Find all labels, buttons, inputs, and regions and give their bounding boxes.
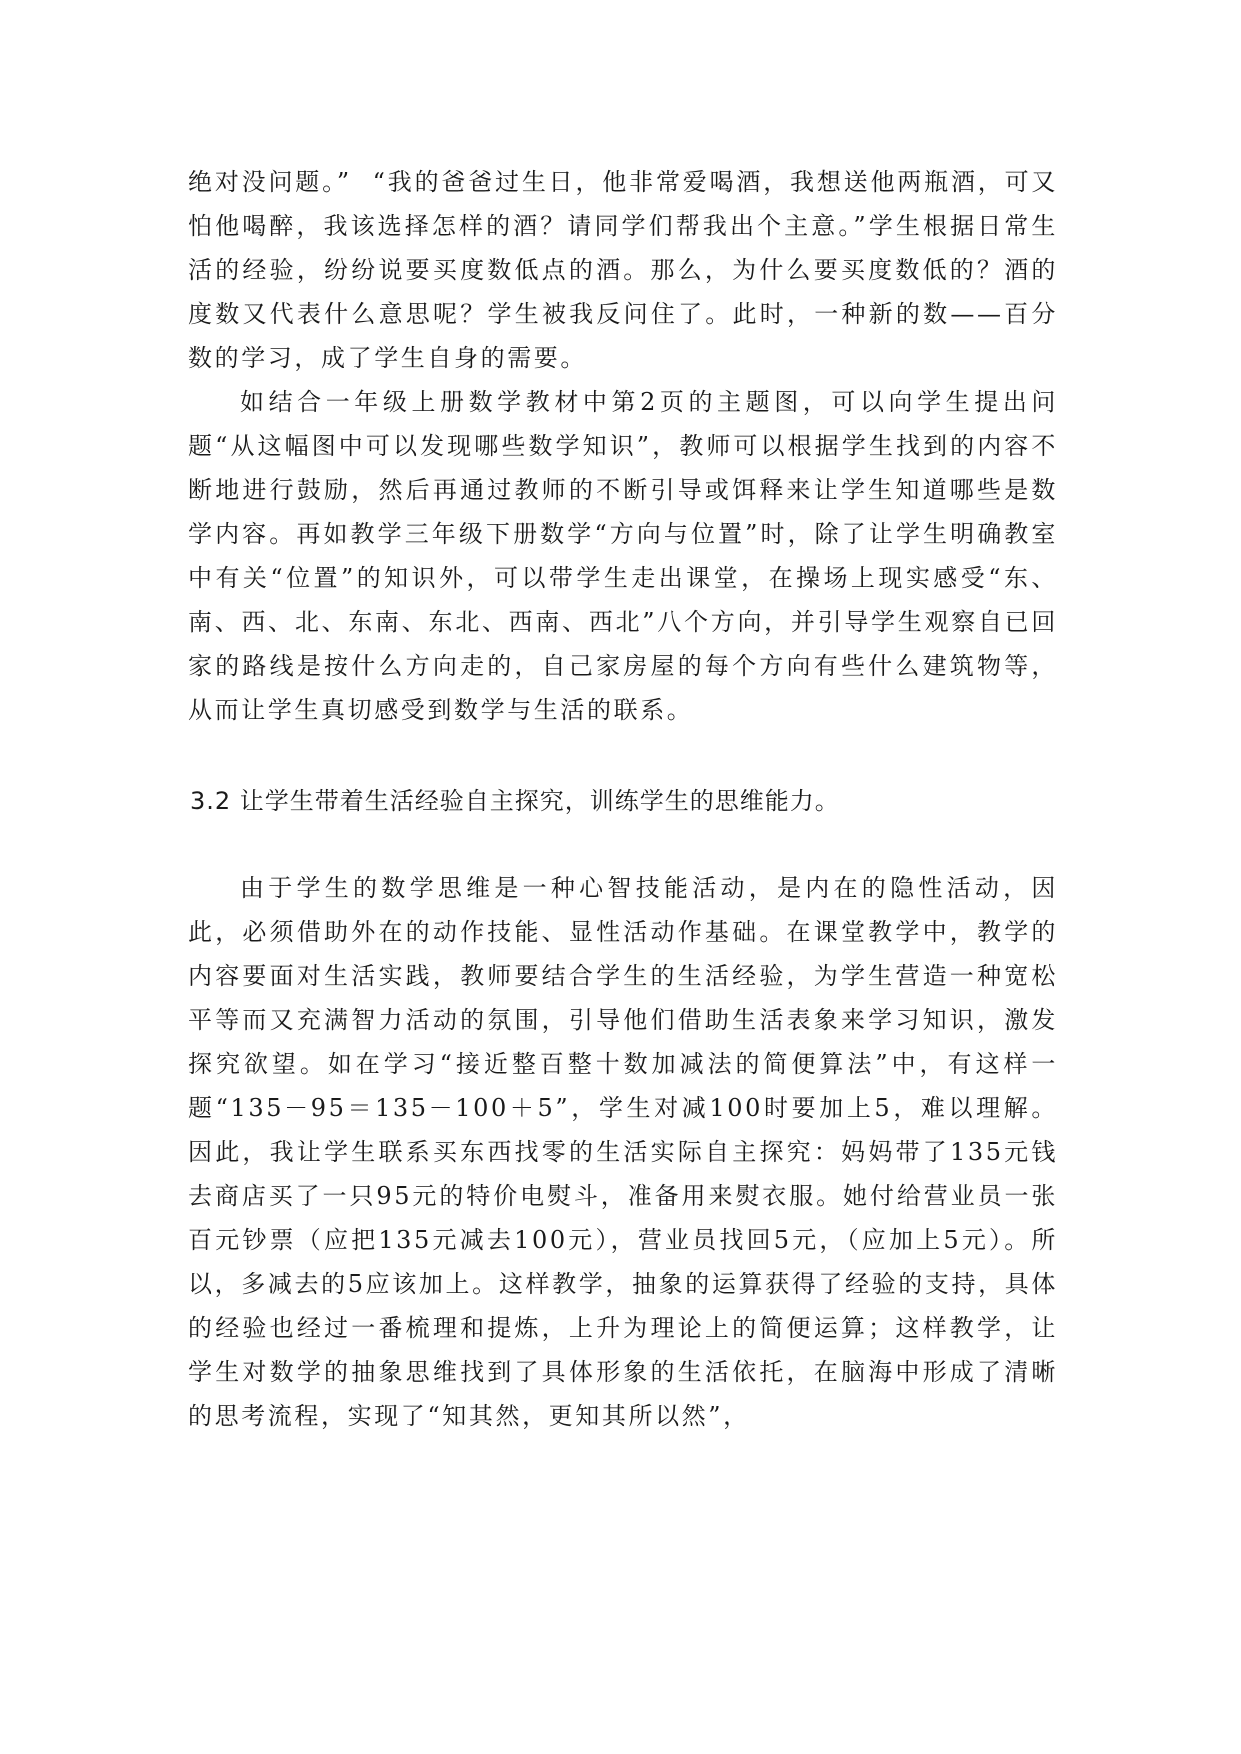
section-heading: 3.2 让学生带着生活经验自主探究，训练学生的思维能力。: [190, 787, 840, 815]
body-paragraph: 由于学生的数学思维是一种心智技能活动，是内在的隐性活动，因此，必须借助外在的动作技能、显性活动作基础。在课堂教学中，教学的内容要面对生活实践，教师要结合学生的生活经验，为学生营造一种宽松平等而又充满智力活动的氛围，引导他们借助生活表象来学习知识，激发探究欲望。如在学习“接近整百整十数加减法的简便算法”中，有这样一题“135－95＝135－100＋5”，学生对减100时要加上5，难以理解。因此，我让学生联系买东西找零的生活实际自主探究：妈妈带了135元钱去商店买了一只95元的特价电熨斗，准备用来熨衣服。她付给营业员一张百元钞票（应把135元减去100元），营业员找回5元，（应加上5元）。所以，多减去的5应该加上。这样教学，抽象的运算获得了经验的支持，具体的经验也经过一番梳理和提炼，上升为理论上的简便运算；这样教学，让学生对数学的抽象思维找到了具体形象的生活依托，在脑海中形成了清晰的思考流程，实现了“知其然，更知其所以然”，: [188, 874, 1058, 1430]
body-paragraph: 绝对没问题。” “我的爸爸过生日，他非常爱喝酒，我想送他两瓶酒，可又怕他喝醉，我该选择怎样的酒？请同学们帮我出个主意。”学生根据日常生活的经验，纷纷说要买度数低点的酒。那么，为什么要买度数低的？酒的度数又代表什么意思呢？学生被我反问住了。此时，一种新的数——百分数的学习，成了学生自身的需要。: [188, 168, 1058, 372]
body-paragraph: 如结合一年级上册数学教材中第2页的主题图，可以向学生提出问题“从这幅图中可以发现哪些数学知识”，教师可以根据学生找到的内容不断地进行鼓励，然后再通过教师的不断引导或饵释来让学生知道哪些是数学内容。再如教学三年级下册数学“方向与位置”时，除了让学生明确教室中有关“位置”的知识外，可以带学生走出课堂，在操场上现实感受“东、南、西、北、东南、东北、西南、西北”八个方向，并引导学生观察自已回家的路线是按什么方向走的，自己家房屋的每个方向有些什么建筑物等，从而让学生真切感受到数学与生活的联系。: [188, 388, 1058, 724]
